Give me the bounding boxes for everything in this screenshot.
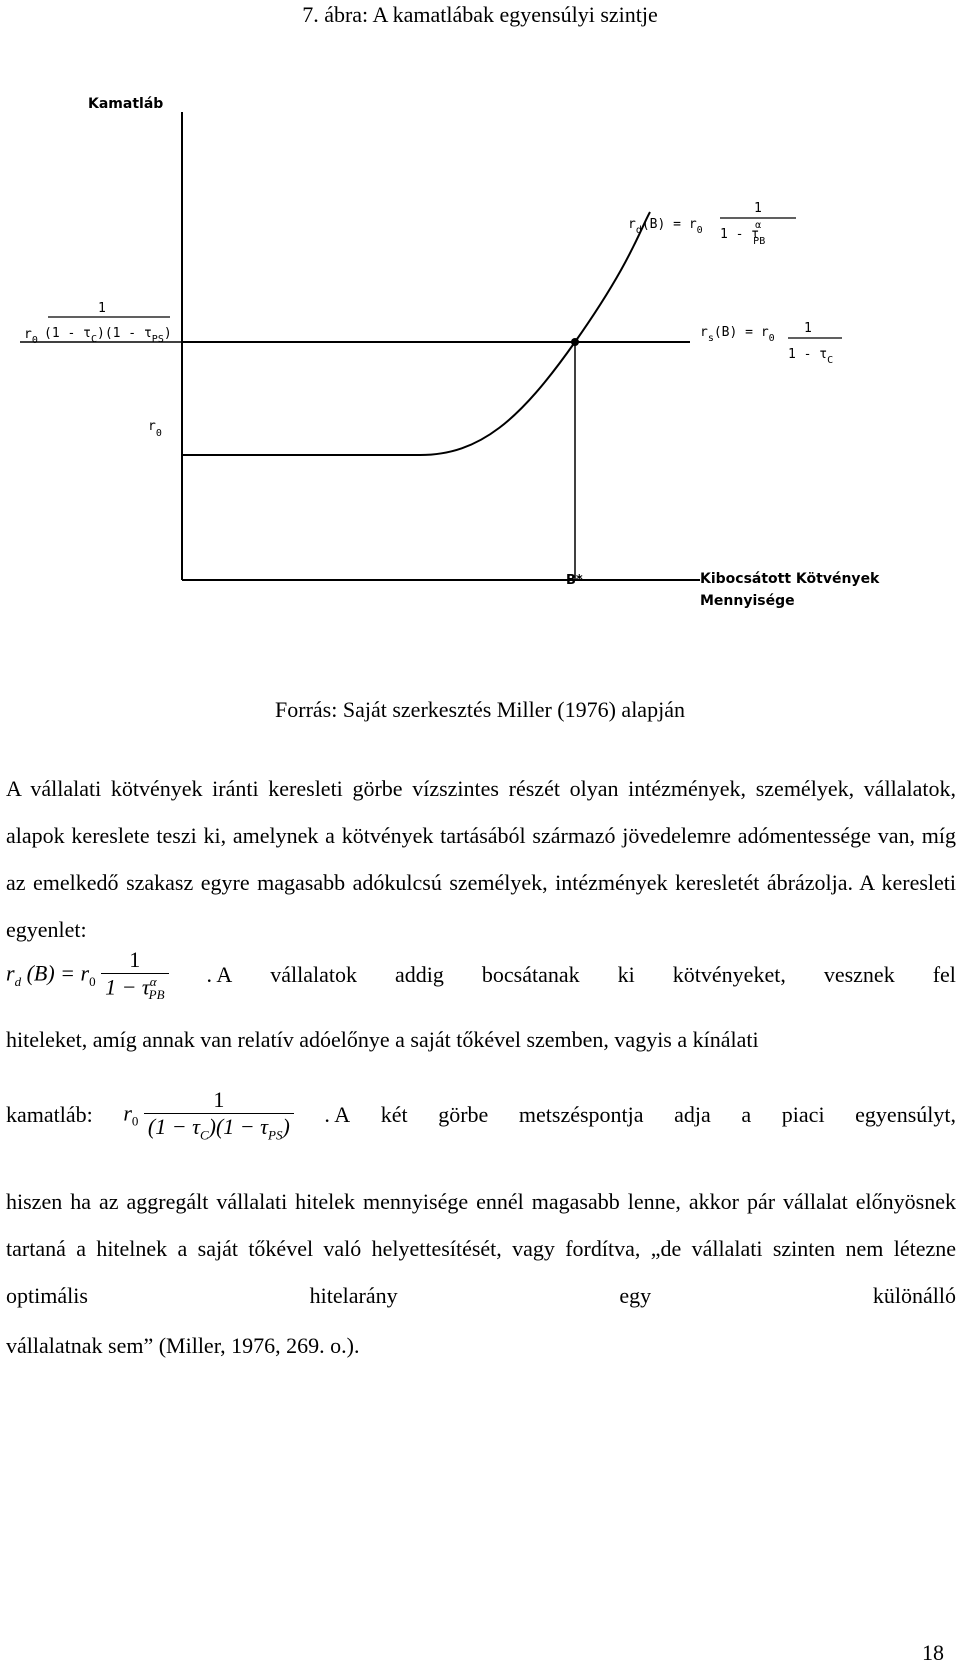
eq2-word-6: piaci — [781, 1102, 825, 1127]
equilibrium-interest-rate-figure — [0, 80, 960, 640]
eq1-word-5: kötvényeket, — [672, 962, 786, 987]
y-tick-top-label — [24, 301, 172, 346]
kamatlab-prefix: kamatláb: — [6, 1102, 93, 1127]
x-tick-bstar: B* — [566, 573, 583, 588]
svg-text:rs(B) = r0: $r_s(B) = r_0$ — [700, 325, 775, 344]
demand-equation-line — [6, 945, 956, 1005]
eq2-word-0: . A — [324, 1102, 351, 1127]
figure-source: Forrás: Saját szerkesztés Miller (1976) alapján — [275, 697, 685, 722]
svg-text:rd(B) = r0: $r_d(B) = r_0$ — [628, 217, 703, 236]
figure-caption: 7. ábra: A kamatlábak egyensúlyi szintje — [302, 2, 658, 27]
demand-curve-label — [628, 201, 796, 247]
svg-text:r0: $r_0$ — [24, 327, 38, 346]
svg-text:(1 - τC)(1 - τPS): $(1 - \tau_C)(1 - \tau_{PS})$ — [44, 326, 172, 345]
supply-line-label — [700, 321, 842, 366]
paragraph-2-last-line: vállalatnak sem” (Miller, 1976, 269. o.). — [6, 1333, 360, 1358]
eq1-word-0: . A — [206, 962, 233, 987]
eq1-word-2: addig — [395, 962, 444, 987]
supply-equation-line — [6, 1080, 956, 1150]
eq2-word-4: adja — [674, 1102, 711, 1127]
demand-curve — [182, 212, 650, 455]
eq1-word-1: vállalatok — [270, 962, 357, 987]
page-number: 18 — [922, 1640, 944, 1665]
eq2-word-7: egyensúlyt, — [855, 1102, 956, 1127]
svg-text:1: 1 — [804, 321, 812, 336]
svg-text:1 - τC: $1 - \tau_C$ — [788, 347, 834, 366]
eq2-word-2: görbe — [438, 1102, 489, 1127]
eq1-word-3: bocsátanak — [481, 962, 580, 987]
y-tick-r0: $r_0$ — [148, 419, 162, 439]
eq2-word-5: a — [741, 1102, 752, 1127]
eq2-word-3: metszéspontja — [518, 1102, 644, 1127]
y-axis-label: Kamatláb — [88, 96, 164, 112]
eq1-word-6: vesznek — [823, 962, 895, 987]
paragraph-1: A vállalati kötvények iránti keresleti görbe vízszintes részét olyan intézmények, személyek, vállalatok, alapok kereslete teszi ki, amelynek a kötvények tartásából származó jövedelemre adómentessége van, míg az emelkedő szakasz egyre magasabb adókulcsú személyek, intézmények keresletét ábrázolja. A keresleti egyenlet: — [6, 776, 956, 942]
eq2-word-1: két — [380, 1102, 408, 1127]
line-hiteleket: hiteleket, amíg annak van relatív adóelőnye a saját tőkével szemben, vagyis a kínálati — [6, 1027, 759, 1052]
svg-text:1 - ταPB: 1 - τα PB — [720, 220, 766, 247]
supply-equation: $r_0$ $\frac{1}{(1 - \tau_C)(1 - \tau_{PS})}$ — [123, 1087, 293, 1143]
paragraph-2: hiszen ha az aggregált vállalati hitelek mennyisége ennél magasabb lenne, akkor pár vállalat előnyösnek tartaná a hitelnek a saját tőkével való helyettesítését, vagy fordítva, „de vállalati szinten nem létezne optimális hitelarány egy különálló — [6, 1189, 956, 1308]
eq1-word-4: ki — [617, 962, 635, 987]
x-axis-label-line2: Mennyisége — [700, 593, 795, 609]
x-axis-label-line1: Kibocsátott Kötvények — [700, 571, 880, 587]
eq1-word-7: fel — [932, 962, 956, 987]
demand-equation: $r_d$ $(B) = r_0$ $\frac{1}{1 - \tau^\alpha_{PB}}$ — [6, 947, 169, 1004]
svg-text:1: 1 — [754, 201, 762, 216]
svg-text:1: 1 — [98, 301, 106, 316]
